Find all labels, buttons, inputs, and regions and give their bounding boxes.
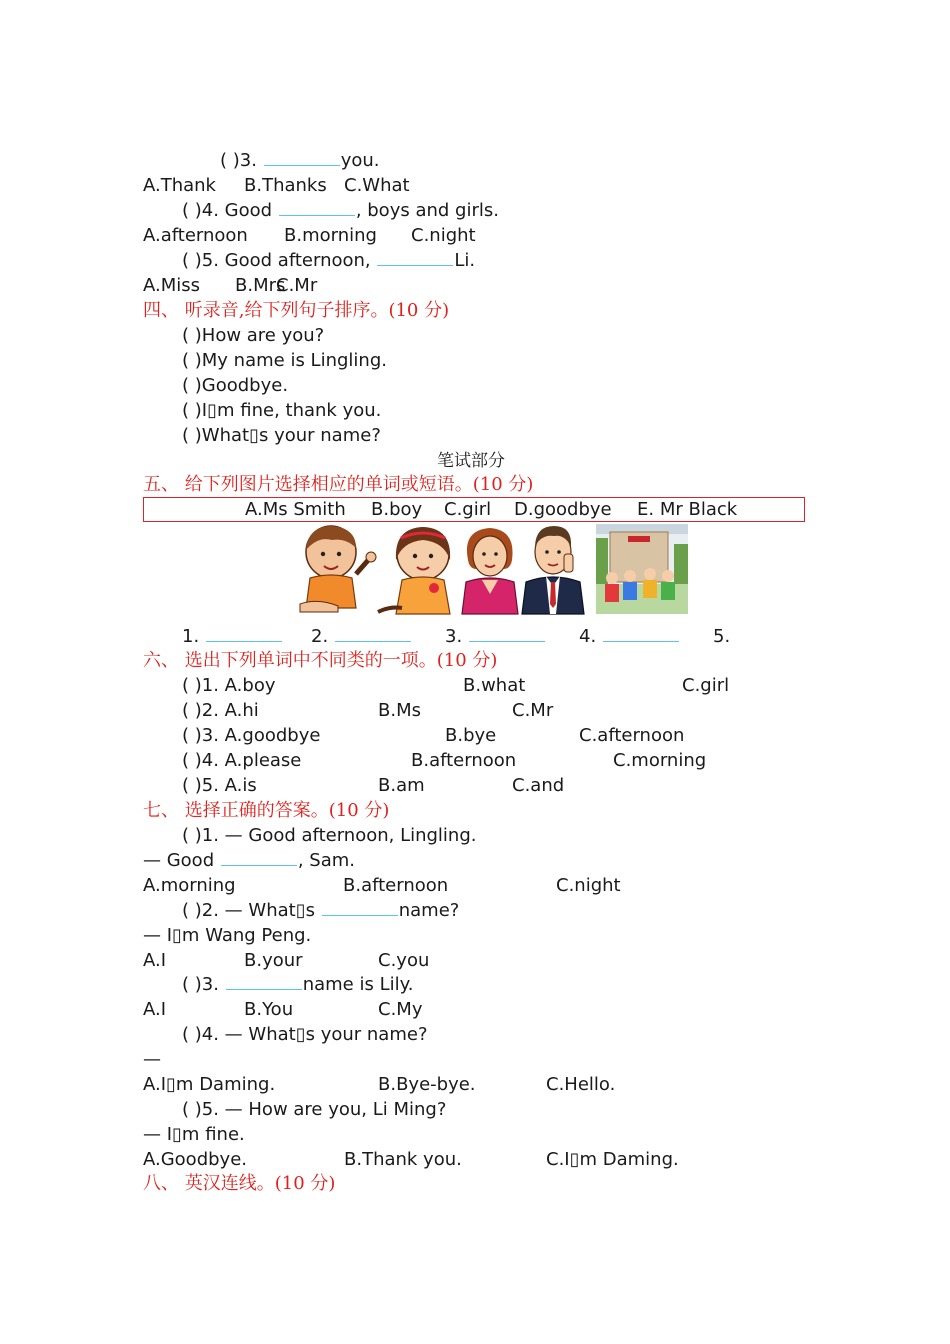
q3-line: ( )3. you. [220,150,380,171]
written-part-title: 笔试部分 [437,451,505,471]
order-item: ( )My name is Lingling. [182,350,387,371]
odd-one-row: ( )2. A.hi B.Ms C.Mr [182,700,554,721]
answer-blank[interactable] [264,151,340,166]
answer-blank[interactable] [221,851,297,866]
answer-blank[interactable] [206,627,282,642]
section-6-title: 六、 选出下列单词中不同类的一项。(10 分) [143,650,498,671]
choice-question: ( )1. — Good afternoon, Lingling. [182,825,477,846]
answer-blank[interactable] [226,975,302,990]
choice-reply: — I▯m fine. [143,1124,245,1145]
answer-blank[interactable] [279,201,355,216]
choice-question: ( )4. — What▯s your name? [182,1024,428,1045]
choice-question: ( )2. — What▯s name? [182,900,460,921]
boy-picture [300,526,376,612]
girl-picture [378,527,450,614]
answer-blank[interactable] [322,901,398,916]
answer-paren[interactable]: ( ) [220,150,240,171]
section-5-title: 五、 给下列图片选择相应的单词或短语。(10 分) [143,474,534,495]
answer-blank[interactable] [603,627,679,642]
choice-question: ( )3. name is Lily. [182,974,414,995]
answer-blank[interactable] [377,251,453,266]
section-7-title: 七、 选择正确的答案。(10 分) [143,800,390,821]
order-item: ( )What▯s your name? [182,425,381,446]
school-children-picture [596,524,688,614]
man-picture [522,526,584,614]
answer-blank[interactable] [335,627,411,642]
order-item: ( )How are you? [182,325,325,346]
section-8-title: 八、 英汉连线。(10 分) [143,1173,336,1194]
answer-paren[interactable]: ( ) [182,250,202,271]
odd-one-row: ( )4. A.please B.afternoon C.morning [182,750,707,771]
odd-one-row: ( )1. A.boy B.what C.girl [182,675,730,696]
odd-one-row: ( )3. A.goodbye B.bye C.afternoon [182,725,685,746]
pictures-strip [298,524,690,616]
order-item: ( )I▯m fine, thank you. [182,400,382,421]
section-4-title: 四、 听录音,给下列句子排序。(10 分) [143,300,450,321]
answer-blank[interactable] [469,627,545,642]
q4-line: ( )4. Good , boys and girls. [182,200,499,221]
woman-picture [462,528,518,614]
choice-reply: — I▯m Wang Peng. [143,925,312,946]
choice-reply: — Good , Sam. [143,850,356,871]
choice-question: ( )5. — How are you, Li Ming? [182,1099,447,1120]
order-item: ( )Goodbye. [182,375,289,396]
q5-line: ( )5. Good afternoon, Li. [182,250,476,271]
odd-one-row: ( )5. A.is B.am C.and [182,775,565,796]
answer-paren[interactable]: ( ) [182,200,202,221]
choice-reply: — [143,1049,161,1070]
